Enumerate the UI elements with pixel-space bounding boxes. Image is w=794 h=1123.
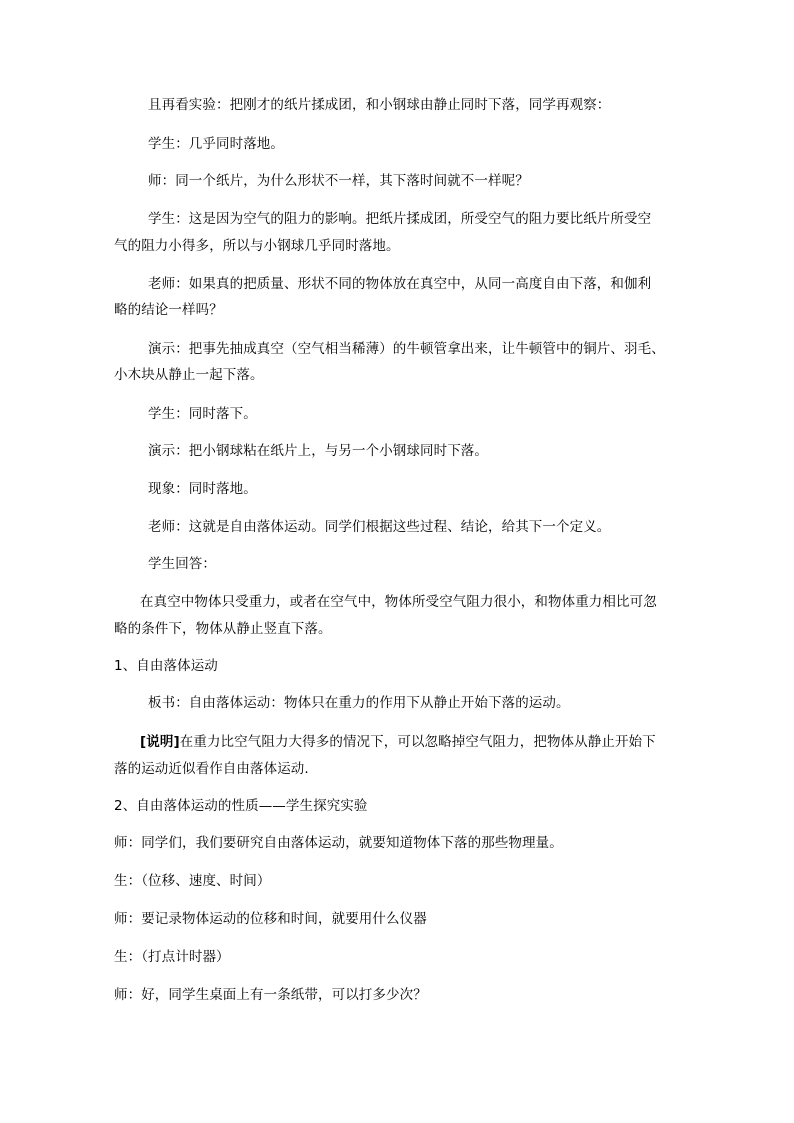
paragraph-line: 板书：自由落体运动：物体只在重力的作用下从静止开始下落的运动。 [148,695,570,711]
paragraph-line: 现象：同时落地。 [148,481,257,497]
paragraph-line: 学生：这是因为空气的阻力的影响。把纸片揉成团，所受空气的阻力要比纸片所受空 [148,211,652,227]
paragraph-line: 学生：同时落下。 [148,406,257,422]
paragraph-line: 生：（位移、速度、时间） [114,873,271,889]
paragraph-line: 师：同学们，我们要研究自由落体运动，就要知道物体下落的那些物理量。 [114,835,563,851]
paragraph-line: 略的结论一样吗？ [114,302,223,318]
paragraph-line: 师：好，同学生桌面上有一条纸带，可以打多少次？ [114,987,427,1003]
paragraph-line: 小木块从静止一起下落。 [114,367,264,383]
paragraph-line: 生：（打点计时器） [114,949,230,965]
paragraph-line: 在真空中物体只受重力，或者在空气中，物体所受空气阻力很小，和物体重力相比可忽 [140,594,657,610]
note-line [140,729,656,755]
paragraph-line: 且再看实验：把刚才的纸片揉成团，和小钢球由静止同时下落，同学再观察： [148,97,611,113]
section-heading: 1、自由落体运动 [114,658,218,674]
paragraph-line: 学生回答： [148,556,216,572]
paragraph-line: 学生：几乎同时落地。 [148,136,284,152]
section-heading: 2、自由落体运动的性质——学生探究实验 [114,798,368,814]
paragraph-line: 演示：把小钢球粘在纸片上，与另一个小钢球同时下落。 [148,443,488,459]
note-label: [说明] [140,734,180,750]
paragraph-line: 老师：如果真的把质量、形状不同的物体放在真空中，从同一高度自由下落，和伽利 [148,276,652,292]
paragraph-line: 师：同一个纸片，为什么形状不一样，其下落时间就不一样呢？ [148,173,529,189]
paragraph-line: 落的运动近似看作自由落体运动. [114,761,309,777]
paragraph-line: 老师：这就是自由落体运动。同学们根据这些过程、结论，给其下一个定义。 [148,519,611,535]
paragraph-line: 气的阻力小得多，所以与小钢球几乎同时落地。 [114,238,400,254]
paragraph-line: 演示：把事先抽成真空（空气相当稀薄）的牛顿管拿出来，让牛顿管中的铜片、羽毛、 [148,341,665,357]
paragraph-line: 师：要记录物体运动的位移和时间，就要用什么仪器 [114,911,427,927]
note-text: 在重力比空气阻力大得多的情况下，可以忽略掉空气阻力，把物体从静止开始下 [179,734,656,750]
paragraph-line: 略的条件下，物体从静止竖直下落。 [114,621,332,637]
